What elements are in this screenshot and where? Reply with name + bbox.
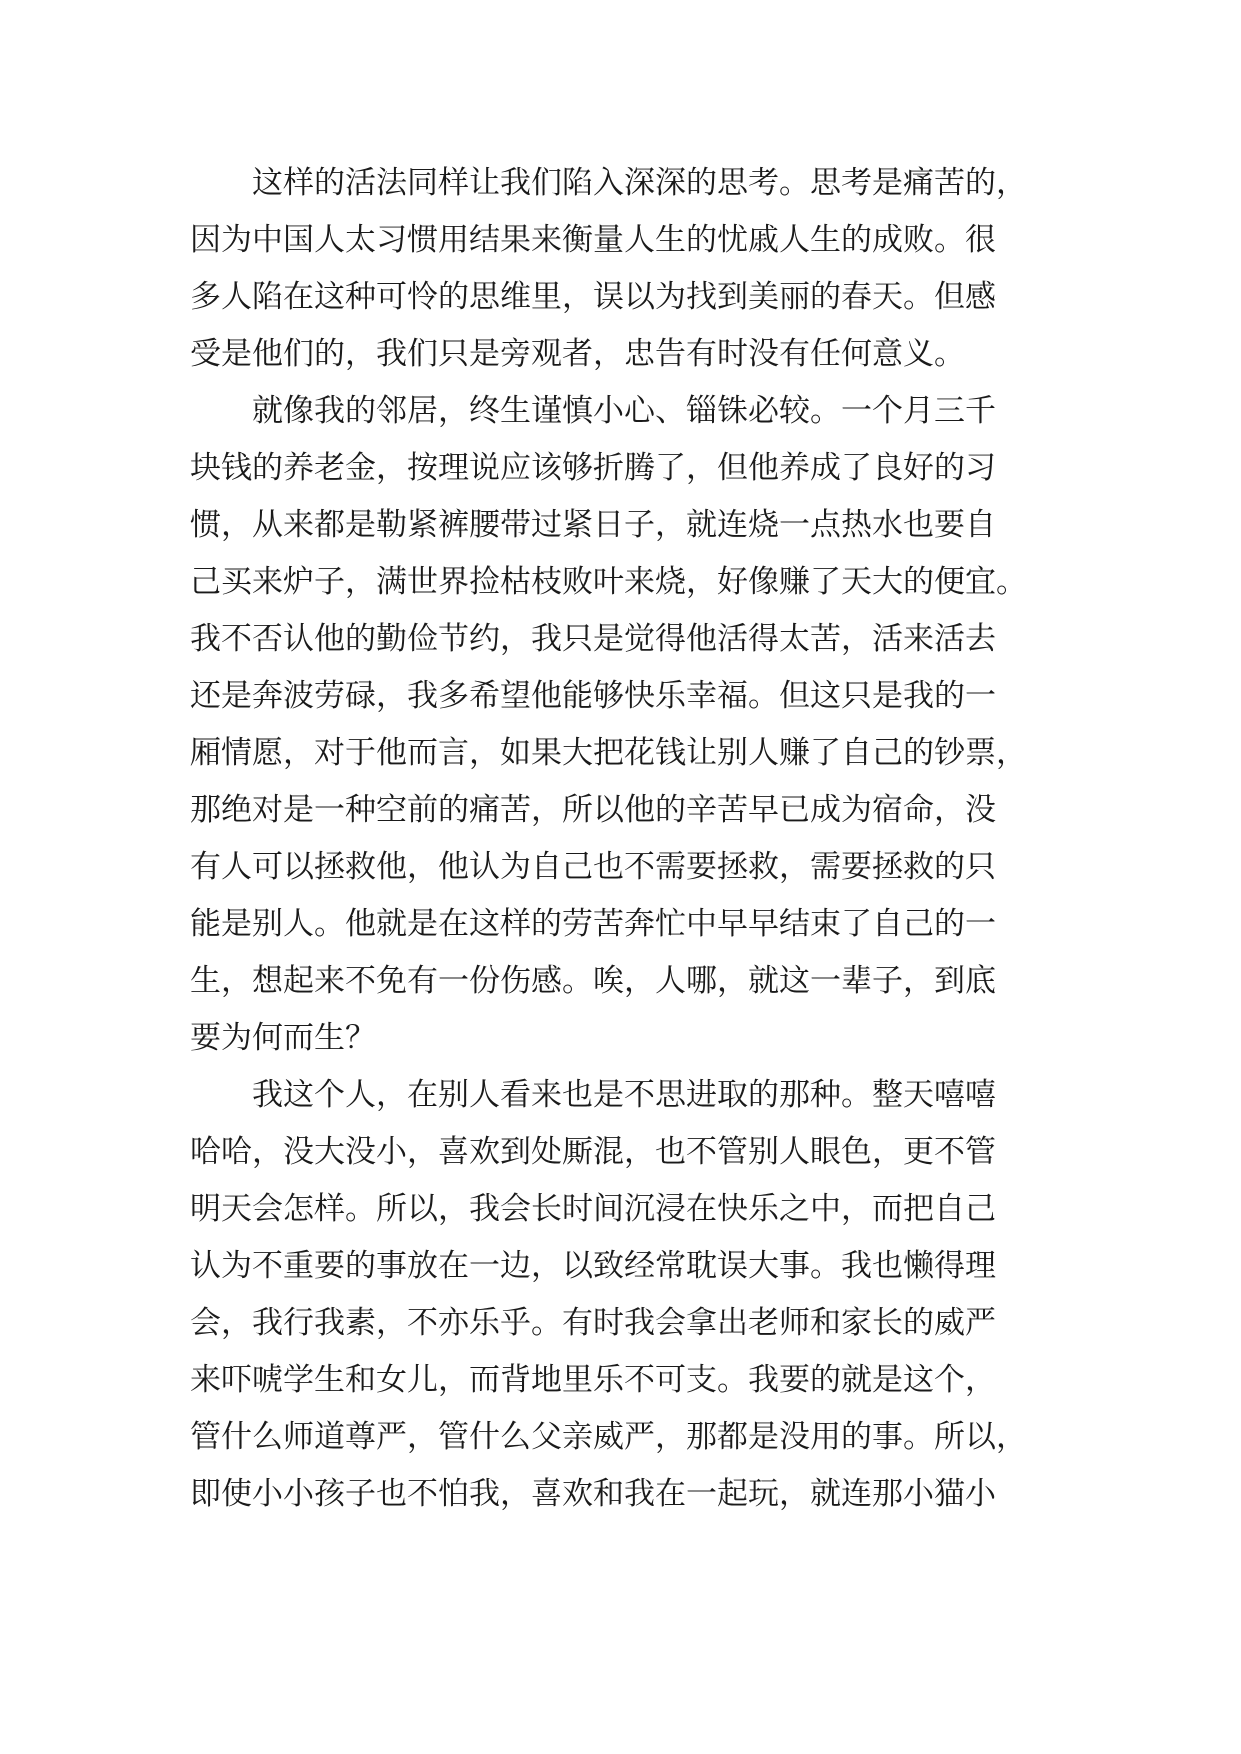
text-line: 受是他们的，我们只是旁观者，忠告有时没有任何意义。	[190, 336, 965, 372]
text-line: 有人可以拯救他，他认为自己也不需要拯救，需要拯救的只	[190, 849, 996, 885]
text-line: 要为何而生？	[190, 1020, 376, 1056]
text-line: 生，想起来不免有一份伤感。唉，人哪，就这一辈子，到底	[190, 963, 996, 999]
text-line: 多人陷在这种可怜的思维里，误以为找到美丽的春天。但感	[190, 279, 996, 315]
text-line: 明天会怎样。所以，我会长时间沉浸在快乐之中，而把自己	[190, 1191, 996, 1227]
text-line: 即使小小孩子也不怕我，喜欢和我在一起玩，就连那小猫小	[190, 1476, 996, 1512]
text-line: 来吓唬学生和女儿，而背地里乐不可支。我要的就是这个，	[190, 1362, 996, 1398]
text-line: 这样的活法同样让我们陷入深深的思考。思考是痛苦的，	[252, 165, 1027, 201]
text-line: 哈哈，没大没小，喜欢到处厮混，也不管别人眼色，更不管	[190, 1134, 996, 1170]
text-line: 就像我的邻居，终生谨慎小心、锱铢必较。一个月三千	[252, 393, 996, 429]
text-line: 还是奔波劳碌，我多希望他能够快乐幸福。但这只是我的一	[190, 678, 996, 714]
text-line: 我不否认他的勤俭节约，我只是觉得他活得太苦，活来活去	[190, 621, 996, 657]
text-line: 那绝对是一种空前的痛苦，所以他的辛苦早已成为宿命，没	[190, 792, 996, 828]
text-line: 因为中国人太习惯用结果来衡量人生的忧戚人生的成败。很	[190, 222, 996, 258]
text-line: 厢情愿，对于他而言，如果大把花钱让别人赚了自己的钞票，	[190, 735, 1027, 771]
text-line: 我这个人，在别人看来也是不思进取的那种。整天嘻嘻	[252, 1077, 996, 1113]
text-line: 会，我行我素，不亦乐乎。有时我会拿出老师和家长的威严	[190, 1305, 996, 1341]
text-line: 块钱的养老金，按理说应该够折腾了，但他养成了良好的习	[190, 450, 996, 486]
text-line: 管什么师道尊严，管什么父亲威严，那都是没用的事。所以，	[190, 1419, 1027, 1455]
text-line: 认为不重要的事放在一边，以致经常耽误大事。我也懒得理	[190, 1248, 996, 1284]
text-line: 己买来炉子，满世界捡枯枝败叶来烧，好像赚了天大的便宜。	[190, 564, 1027, 600]
text-line: 能是别人。他就是在这样的劳苦奔忙中早早结束了自己的一	[190, 906, 996, 942]
text-line: 惯，从来都是勒紧裤腰带过紧日子，就连烧一点热水也要自	[190, 507, 996, 543]
